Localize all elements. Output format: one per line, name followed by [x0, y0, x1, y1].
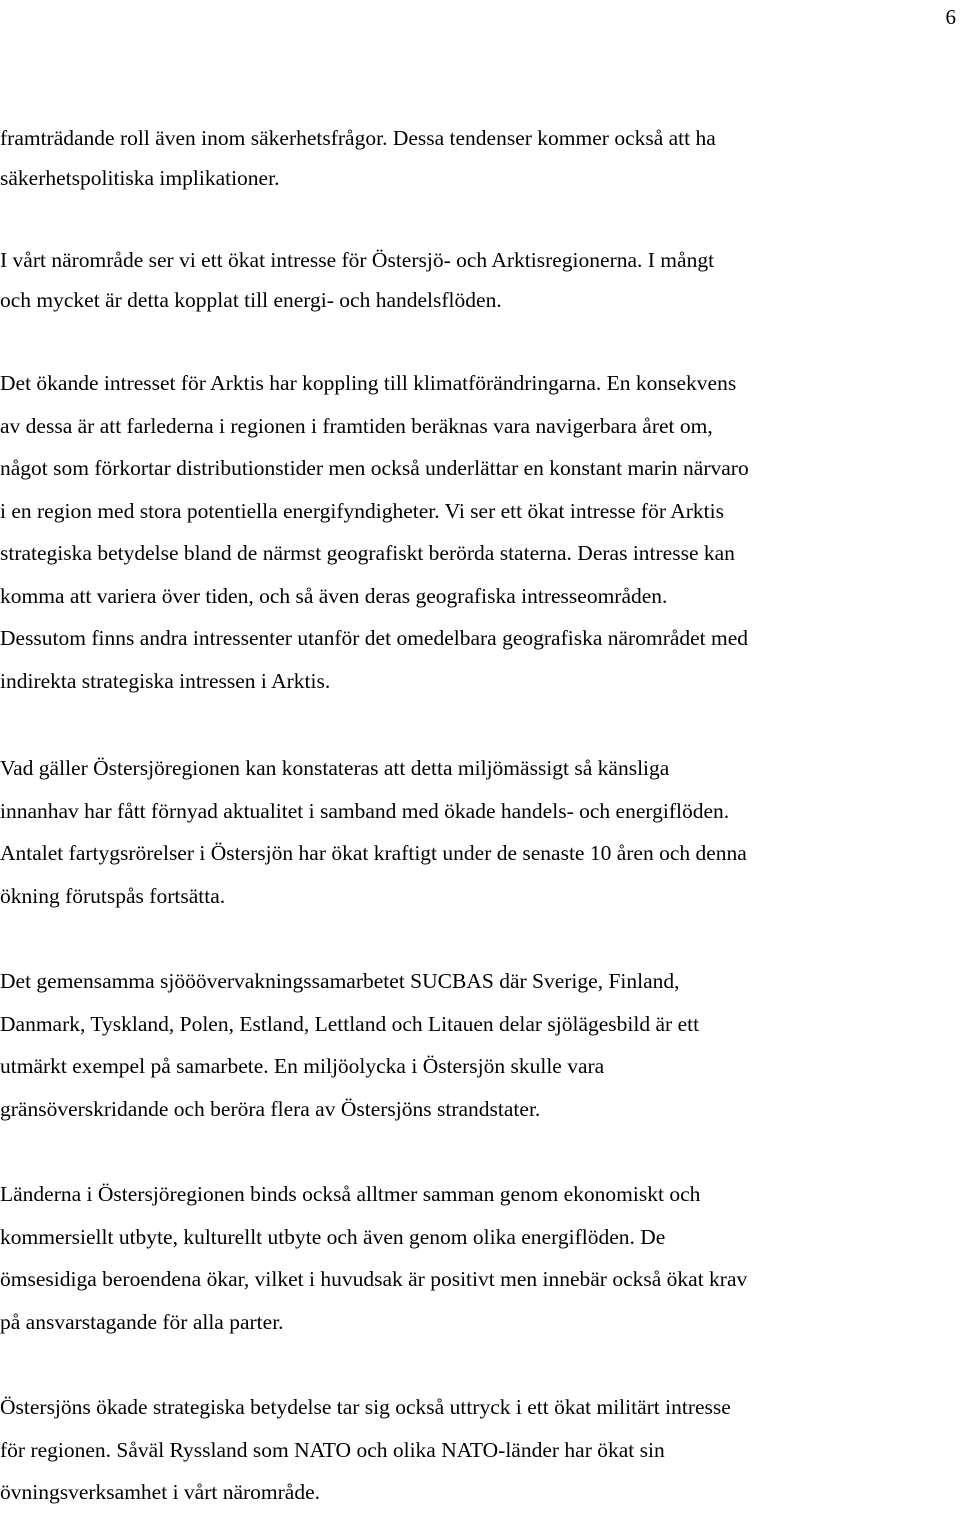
text-line: indirekta strategiska intressen i Arktis.: [0, 668, 331, 693]
document-body: [0, 118, 956, 1514]
text-line: och mycket är detta kopplat till energi- och handelsflöden.: [0, 288, 502, 312]
text-line: Länderna i Östersjöregionen binds också alltmer samman genom ekonomiskt och: [0, 1182, 701, 1206]
paragraph-2: [0, 240, 956, 320]
text-line: säkerhetspolitiska implikationer.: [0, 166, 280, 190]
text-line: Vad gäller Östersjöregionen kan konstateras att detta miljömässigt så känsliga: [0, 756, 670, 780]
text-line: övningsverksamhet i vårt närområde.: [0, 1480, 321, 1504]
text-line: Det gemensamma sjööövervakningssamarbetet SUCBAS där Sverige, Finland,: [0, 969, 680, 993]
text-line: Östersjöns ökade strategiska betydelse tar sig också uttryck i ett ökat militärt intresse: [0, 1395, 731, 1419]
text-line: ömsesidiga beroendena ökar, vilket i huvudsak är positivt men innebär också ökat krav: [0, 1267, 748, 1291]
text-line: kommersiellt utbyte, kulturellt utbyte och även genom olika energiflöden. De: [0, 1224, 666, 1249]
text-line: utmärkt exempel på samarbete. En miljöolycka i Östersjön skulle vara: [0, 1054, 605, 1078]
text-line: för regionen. Såväl Ryssland som NATO och olika NATO-länder har ökat sin: [0, 1437, 665, 1462]
text-line: av dessa är att farlederna i regionen i framtiden beräknas vara navigerbara året om,: [0, 413, 713, 438]
text-line: Dessutom finns andra intressenter utanför det omedelbara geografiska närområdet med: [0, 626, 749, 650]
text-line: strategiska betydelse bland de närmst geografiskt berörda staterna. Deras intresse kan: [0, 541, 735, 565]
text-line: Antalet fartygsrörelser i Östersjön har ökat kraftigt under de senaste 10 åren och denna: [0, 841, 747, 865]
text-line: ökning förutspås fortsätta.: [0, 883, 226, 908]
paragraph-5: [0, 960, 956, 1130]
paragraph-4: [0, 747, 956, 917]
text-line: komma att variera över tiden, och så även deras geografiska intresseområden.: [0, 583, 668, 608]
text-line: gränsöverskridande och beröra flera av Östersjöns strandstater.: [0, 1096, 541, 1121]
page-number: 6: [945, 5, 956, 29]
text-line: framträdande roll även inom säkerhetsfrågor. Dessa tendenser kommer också att ha: [0, 126, 716, 150]
text-line: innanhav har fått förnyad aktualitet i samband med ökade handels- och energiflöden.: [0, 798, 730, 823]
text-line: något som förkortar distributionstider men också underlättar en konstant marin närvaro: [0, 456, 749, 480]
text-line: på ansvarstagande för alla parter.: [0, 1309, 284, 1334]
text-line: Det ökande intresset för Arktis har koppling till klimatförändringarna. En konsekvens: [0, 371, 737, 395]
text-line: i en region med stora potentiella energifyndigheter. Vi ser ett ökat intresse för Arktis: [0, 498, 724, 523]
paragraph-3: [0, 362, 956, 702]
paragraph-1: [0, 118, 956, 198]
text-line: I vårt närområde ser vi ett ökat intresse för Östersjö- och Arktisregionerna. I mångt: [0, 248, 715, 272]
paragraph-6: [0, 1173, 956, 1343]
paragraph-7: [0, 1386, 956, 1514]
text-line: Danmark, Tyskland, Polen, Estland, Lettland och Litauen delar sjölägesbild är ett: [0, 1011, 700, 1036]
